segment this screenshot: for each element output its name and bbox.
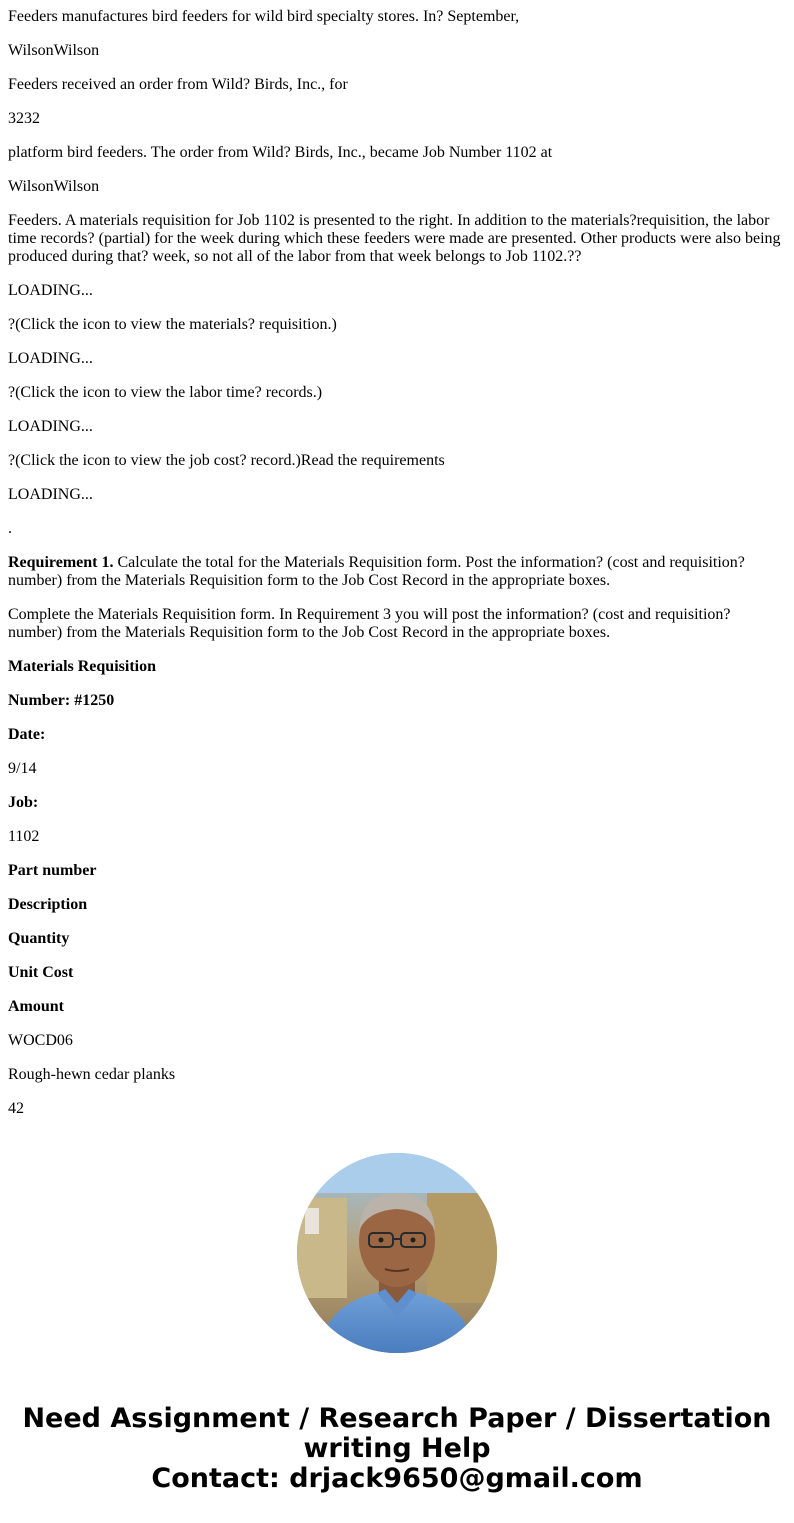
intro-paragraph: Feeders manufactures bird feeders for wild bird specialty stores. In? September,	[8, 8, 520, 25]
materials-requisition-link[interactable]: ?(Click the icon to view the materials? requisition.)	[8, 316, 337, 333]
order-text: Feeders received an order from Wild? Birds, Inc., for	[8, 76, 348, 93]
requirement-1	[8, 554, 786, 590]
instruction-text: Complete the Materials Requisition form. In Requirement 3 you will post the information? (cost and requisition? number) from the Materials Requisition form to the Job Cost Record in the appropriate boxes.	[8, 606, 731, 641]
job-label: Job:	[8, 794, 39, 811]
loading-text: LOADING...	[8, 350, 93, 367]
loading-text: LOADING...	[8, 418, 93, 435]
company-name: WilsonWilson	[8, 42, 100, 59]
form-title: Materials Requisition	[8, 658, 156, 675]
requisition-description: Feeders. A materials requisition for Job 1102 is presented to the right. In addition to the materials?requisition, the labor time records? (partial) for the week during which these feeders were made are presented. Other products were also being produced during that? week, so not all of the labor from that week belongs to Job 1102.??	[8, 212, 781, 265]
promo-line-2: writing Help	[303, 1433, 491, 1464]
requirement-text: Calculate the total for the Materials Requisition form. Post the information? (cost and requisition? number) from the Materials Requisition form to the Job Cost Record in the appropriate boxes.	[8, 554, 745, 589]
row-part-number: WOCD06	[8, 1032, 73, 1049]
form-number: Number: #1250	[8, 692, 115, 709]
loading-text: LOADING...	[8, 282, 93, 299]
document-content	[8, 0, 786, 1134]
header-description: Description	[8, 896, 88, 913]
header-amount: Amount	[8, 998, 65, 1015]
header-part-number: Part number	[8, 862, 97, 879]
avatar	[297, 1153, 497, 1353]
loading-text: LOADING...	[8, 486, 93, 503]
order-quantity: 3232	[8, 110, 40, 127]
header-quantity: Quantity	[8, 930, 70, 947]
row-quantity: 42	[8, 1100, 24, 1117]
promo-banner	[0, 1404, 794, 1494]
labor-time-records-link[interactable]: ?(Click the icon to view the labor time? records.)	[8, 384, 323, 401]
separator-dot: .	[8, 520, 12, 537]
company-name: WilsonWilson	[8, 178, 100, 195]
job-value: 1102	[8, 828, 40, 845]
date-value: 9/14	[8, 760, 37, 777]
avatar-photo	[297, 1153, 497, 1353]
header-unit-cost: Unit Cost	[8, 964, 74, 981]
promo-contact: Contact: drjack9650@gmail.com	[151, 1463, 643, 1494]
job-cost-record-link[interactable]: ?(Click the icon to view the job cost? record.)Read the requirements	[8, 452, 445, 469]
date-label: Date:	[8, 726, 46, 743]
requirement-label: Requirement 1.	[8, 554, 114, 571]
promo-line-1: Need Assignment / Research Paper / Dissertation	[22, 1403, 772, 1434]
row-description: Rough-hewn cedar planks	[8, 1066, 176, 1083]
job-number-text: platform bird feeders. The order from Wild? Birds, Inc., became Job Number 1102 at	[8, 144, 553, 161]
